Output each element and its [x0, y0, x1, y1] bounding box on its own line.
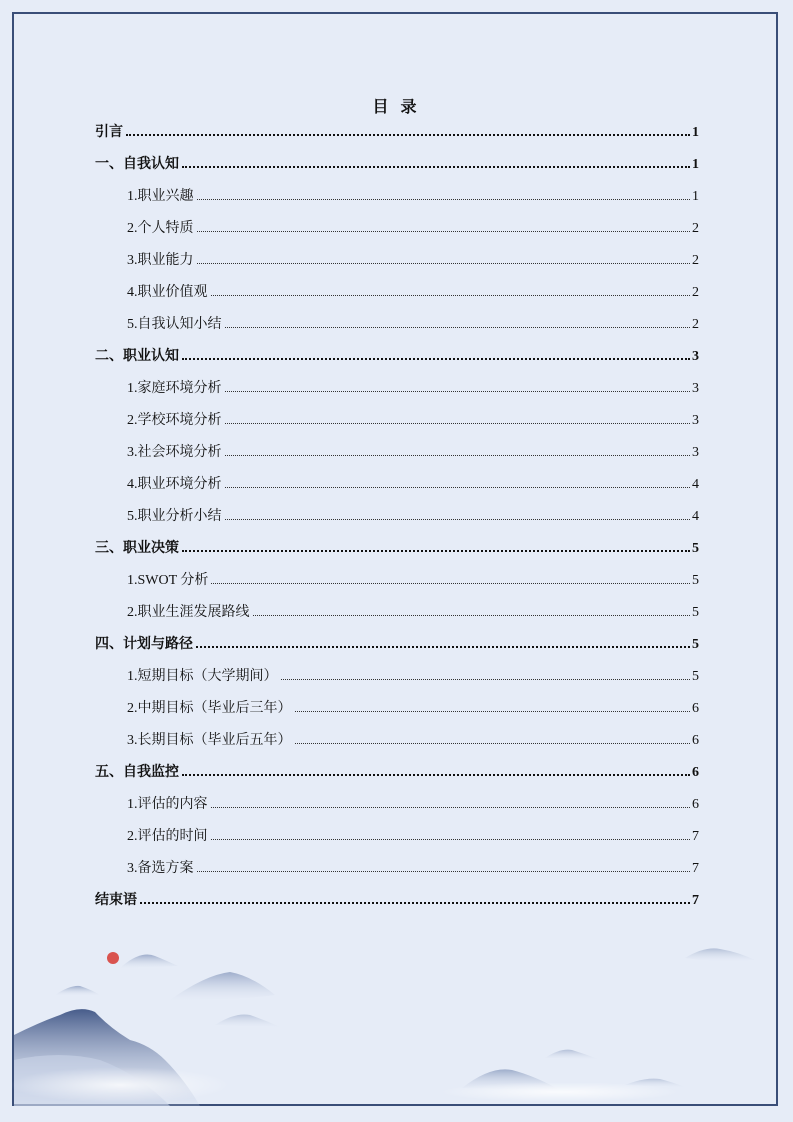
toc-dot-leader: [211, 294, 691, 296]
toc-dot-leader: [225, 326, 691, 328]
toc-subsection-entry[interactable]: [127, 473, 699, 497]
toc-entry-label: 结束语: [95, 893, 137, 908]
toc-dot-leader: [295, 710, 691, 712]
toc-entry-label: 二、职业认知: [95, 349, 179, 364]
toc-subsection-entry[interactable]: [127, 281, 699, 305]
toc-dot-leader: [295, 742, 691, 744]
toc-subsection-entry[interactable]: [127, 665, 699, 689]
toc-entry-page-number: 5: [692, 669, 699, 684]
toc-section-entry[interactable]: [95, 761, 699, 785]
toc-entry-label: 3.社会环境分析: [127, 445, 222, 460]
toc-entry-label: 3.职业能力: [127, 253, 194, 268]
toc-section-entry[interactable]: [95, 153, 699, 177]
toc-entry-page-number: 4: [692, 509, 699, 524]
toc-dot-leader: [225, 486, 691, 488]
toc-section-entry[interactable]: [95, 345, 699, 369]
toc-dot-leader: [197, 198, 691, 200]
toc-entry-page-number: 2: [692, 221, 699, 236]
toc-entry-page-number: 6: [692, 765, 699, 780]
toc-entry-label: 2.个人特质: [127, 221, 194, 236]
toc-dot-leader: [211, 582, 690, 584]
toc-section-entry[interactable]: [95, 633, 699, 657]
toc-entry-label: 1.评估的内容: [127, 797, 208, 812]
toc-subsection-entry[interactable]: [127, 793, 699, 817]
toc-entry-label: 2.学校环境分析: [127, 413, 222, 428]
toc-dot-leader: [182, 773, 690, 776]
toc-subsection-entry[interactable]: [127, 601, 699, 625]
toc-entry-page-number: 1: [692, 125, 699, 140]
toc-dot-leader: [182, 549, 690, 552]
toc-dot-leader: [197, 870, 691, 872]
toc-subsection-entry[interactable]: [127, 377, 699, 401]
toc-subsection-entry[interactable]: [127, 857, 699, 881]
toc-dot-leader: [197, 262, 691, 264]
toc-entry-label: 1.家庭环境分析: [127, 381, 222, 396]
toc-entry-page-number: 1: [692, 189, 699, 204]
toc-dot-leader: [225, 422, 691, 424]
toc-subsection-entry[interactable]: [127, 505, 699, 529]
toc-entry-page-number: 3: [692, 413, 699, 428]
toc-entry-label: 2.中期目标（毕业后三年）: [127, 701, 292, 716]
toc-entry-page-number: 2: [692, 317, 699, 332]
toc-entry-page-number: 5: [692, 541, 699, 556]
toc-section-entry[interactable]: [95, 121, 699, 145]
toc-entry-page-number: 3: [692, 381, 699, 396]
toc-entry-page-number: 2: [692, 285, 699, 300]
toc-section-entry[interactable]: [95, 889, 699, 913]
toc-dot-leader: [140, 901, 690, 904]
toc-entry-page-number: 6: [692, 733, 699, 748]
toc-subsection-entry[interactable]: [127, 729, 699, 753]
toc-entry-label: 2.职业生涯发展路线: [127, 605, 250, 620]
toc-subsection-entry[interactable]: [127, 313, 699, 337]
toc-entry-page-number: 3: [692, 445, 699, 460]
toc-entry-label: 引言: [95, 125, 123, 140]
toc-title: 目 录: [372, 99, 421, 116]
toc-entry-label: 五、自我监控: [95, 765, 179, 780]
toc-subsection-entry[interactable]: [127, 249, 699, 273]
toc-entry-page-number: 4: [692, 477, 699, 492]
toc-entry-label: 三、职业决策: [95, 541, 179, 556]
toc-dot-leader: [182, 357, 690, 360]
toc-entry-page-number: 5: [692, 605, 699, 620]
toc-dot-leader: [182, 165, 690, 168]
toc-entry-label: 5.自我认知小结: [127, 317, 222, 332]
toc-entry-page-number: 7: [692, 829, 699, 844]
toc-entry-label: 2.评估的时间: [127, 829, 208, 844]
toc-entry-page-number: 5: [692, 573, 699, 588]
toc-dot-leader: [211, 806, 691, 808]
toc-entry-label: 1.SWOT 分析: [127, 573, 209, 588]
toc-entry-page-number: 3: [692, 349, 699, 364]
toc-entry-label: 4.职业环境分析: [127, 477, 222, 492]
toc-entry-page-number: 7: [692, 861, 699, 876]
toc-entry-label: 四、计划与路径: [95, 637, 193, 652]
toc-subsection-entry[interactable]: [127, 441, 699, 465]
toc-subsection-entry[interactable]: [127, 217, 699, 241]
toc-entry-label: 1.短期目标（大学期间）: [127, 669, 278, 684]
toc-entry-label: 3.备选方案: [127, 861, 194, 876]
toc-section-entry[interactable]: [95, 537, 699, 561]
toc-dot-leader: [281, 678, 691, 680]
toc-entry-label: 4.职业价值观: [127, 285, 208, 300]
toc-subsection-entry[interactable]: [127, 697, 699, 721]
toc-entry-page-number: 5: [692, 637, 699, 652]
toc-subsection-entry[interactable]: [127, 409, 699, 433]
toc-entry-page-number: 6: [692, 797, 699, 812]
toc-entry-page-number: 2: [692, 253, 699, 268]
toc-dot-leader: [211, 838, 691, 840]
toc-dot-leader: [225, 390, 691, 392]
toc-dot-leader: [225, 454, 691, 456]
toc-dot-leader: [126, 133, 690, 136]
toc-entry-page-number: 6: [692, 701, 699, 716]
toc-entry-label: 1.职业兴趣: [127, 189, 194, 204]
toc-entry-label: 一、自我认知: [95, 157, 179, 172]
toc-dot-leader: [197, 230, 691, 232]
toc-entry-page-number: 1: [692, 157, 699, 172]
toc-entry-label: 3.长期目标（毕业后五年）: [127, 733, 292, 748]
toc-dot-leader: [253, 614, 691, 616]
toc-entry-label: 5.职业分析小结: [127, 509, 222, 524]
toc-subsection-entry[interactable]: [127, 185, 699, 209]
toc-entry-page-number: 7: [692, 893, 699, 908]
toc-dot-leader: [196, 645, 690, 648]
toc-subsection-entry[interactable]: [127, 825, 699, 849]
toc-dot-leader: [225, 518, 691, 520]
toc-subsection-entry[interactable]: [127, 569, 699, 593]
